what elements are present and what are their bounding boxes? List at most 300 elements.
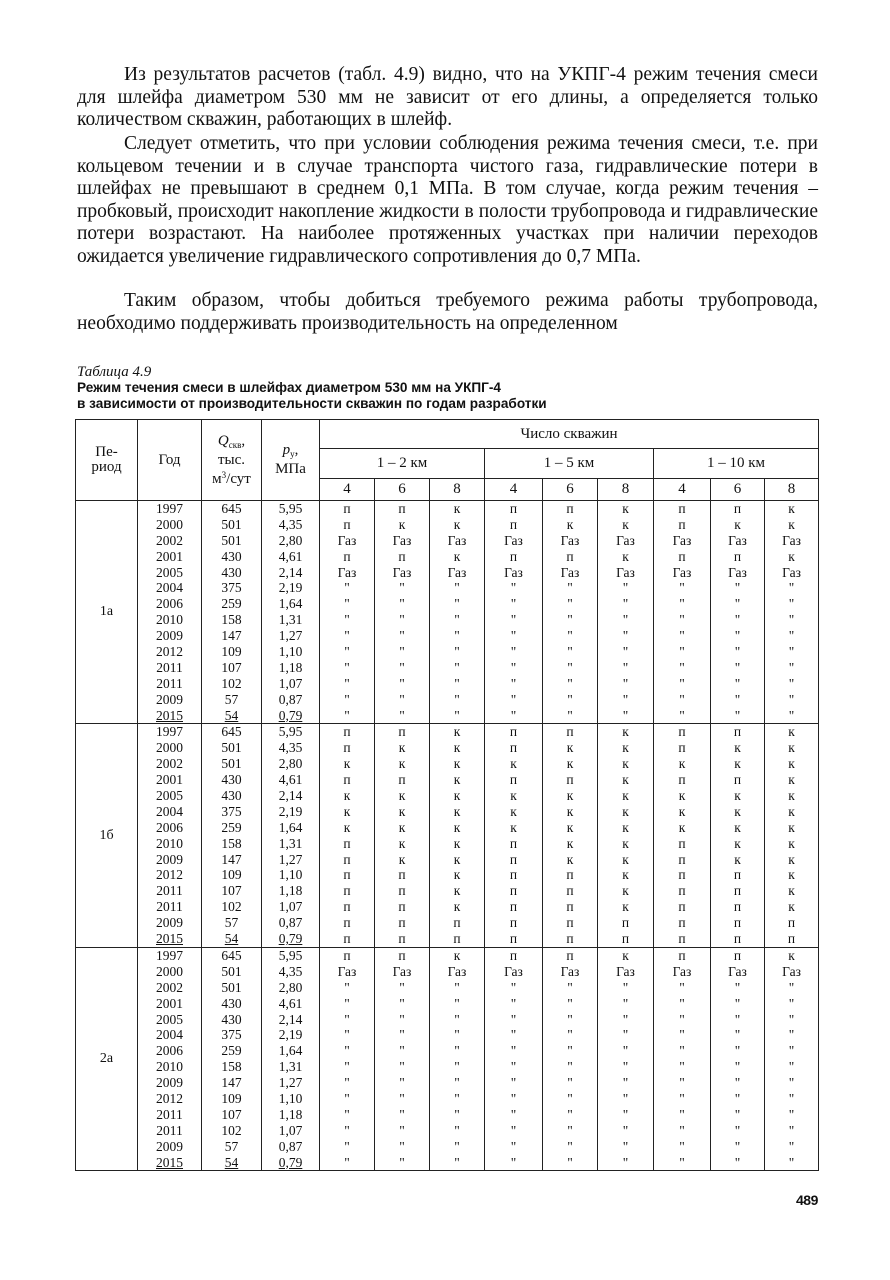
- flow-mode-value: к: [398, 516, 406, 532]
- header-wells-4: 4: [320, 479, 375, 501]
- mode-column: [543, 947, 598, 1170]
- flow-mode-value: ": [344, 1027, 350, 1043]
- year-column-value: 2004: [156, 1027, 183, 1043]
- p-column-value: 1,27: [278, 851, 303, 867]
- flow-mode-value: п: [678, 772, 686, 788]
- flow-mode-value: ": [734, 1154, 741, 1170]
- flow-mode-value: ": [344, 1154, 350, 1170]
- flow-mode-value: к: [788, 883, 795, 899]
- flow-mode-value: к: [453, 724, 461, 740]
- flow-mode-value: к: [622, 724, 629, 740]
- period-cell: 1б: [76, 724, 138, 947]
- p-column-value: 4,35: [278, 740, 303, 756]
- flow-mode-value: п: [398, 883, 406, 899]
- flow-mode-value: к: [453, 899, 461, 915]
- flow-mode-value: к: [510, 803, 517, 819]
- year-column-value: 2012: [156, 867, 183, 883]
- flow-mode-value: ": [622, 1027, 629, 1043]
- flow-mode-value: п: [733, 867, 742, 883]
- flow-mode-value: ": [344, 979, 350, 995]
- year-column-value: 2015: [156, 707, 183, 723]
- p-column-value: 4,61: [278, 548, 303, 564]
- flow-mode-value: ": [454, 1075, 460, 1091]
- table-title-line-1: Режим течения смеси в шлейфах диаметром 530 мм на УКПГ-4: [77, 380, 501, 395]
- header-wells-8: 8: [430, 479, 485, 501]
- header-wells-6: 6: [711, 479, 765, 501]
- flow-mode-value: ": [622, 1122, 629, 1138]
- flow-mode-value: ": [399, 612, 405, 628]
- flow-mode-value: п: [509, 883, 518, 899]
- mode-column: [765, 724, 819, 947]
- flow-mode-value: к: [453, 835, 461, 851]
- p-column-value: 1,07: [278, 899, 303, 915]
- flow-mode-value: Газ: [504, 963, 523, 979]
- flow-mode-value: ": [679, 1138, 685, 1154]
- p-column-value: 5,95: [278, 724, 303, 740]
- flow-mode-value: ": [622, 1138, 629, 1154]
- p-column-value: 1,31: [278, 1059, 303, 1075]
- flow-mode-value: ": [788, 1027, 795, 1043]
- flow-mode-value: Газ: [447, 564, 467, 580]
- flow-mode-value: п: [566, 724, 574, 740]
- flow-mode-value: п: [509, 835, 518, 851]
- flow-mode-value: к: [566, 740, 574, 756]
- q-column-value: 430: [221, 788, 242, 804]
- flow-mode-value: к: [622, 803, 629, 819]
- flow-mode-value: п: [678, 931, 686, 947]
- year-column-value: 2015: [156, 931, 183, 947]
- flow-mode-value: ": [622, 691, 629, 707]
- header-q: $Q_{скв}$, тыс. $м^3$/сут: [202, 420, 262, 501]
- flow-mode-value: п: [678, 899, 686, 915]
- flow-mode-value: к: [622, 883, 629, 899]
- p-column-value: 1,10: [278, 867, 303, 883]
- flow-mode-value: к: [622, 867, 629, 883]
- flow-mode-value: Газ: [504, 564, 523, 580]
- paragraph-3: Таким образом, чтобы добиться требуемого режима работы трубопровода, необходимо поддерживать производительность на определенном: [77, 290, 818, 334]
- flow-mode-value: п: [566, 915, 574, 931]
- q-column-value: 57: [224, 1138, 239, 1154]
- year-column-value: 2015: [156, 1154, 183, 1170]
- flow-mode-value: п: [678, 915, 686, 931]
- flow-mode-value: Газ: [616, 963, 635, 979]
- q-column-value: 259: [221, 596, 242, 612]
- flow-mode-value: ": [399, 596, 405, 612]
- year-column-value: 2005: [156, 788, 183, 804]
- flow-mode-value: к: [398, 788, 406, 804]
- flow-mode-value: ": [344, 644, 350, 660]
- q-column-value: 102: [221, 899, 242, 915]
- flow-mode-value: ": [788, 1106, 795, 1122]
- flow-mode-value: к: [788, 516, 795, 532]
- flow-mode-value: ": [622, 1106, 629, 1122]
- flow-mode-value: к: [734, 756, 741, 772]
- flow-mode-value: п: [566, 501, 574, 516]
- flow-mode-value: к: [453, 501, 461, 516]
- flow-mode-value: к: [453, 548, 461, 564]
- flow-mode-value: ": [567, 596, 573, 612]
- flow-mode-value: к: [788, 740, 795, 756]
- mode-column: [765, 501, 819, 724]
- flow-mode-value: ": [344, 1059, 350, 1075]
- table-title: [77, 380, 837, 412]
- flow-mode-value: Газ: [392, 963, 412, 979]
- flow-mode-value: п: [509, 931, 518, 947]
- mode-column: [320, 501, 375, 724]
- flow-mode-value: ": [510, 1154, 517, 1170]
- q-column-value: 54: [224, 707, 239, 723]
- mode-column: [375, 947, 430, 1170]
- year-column-value: 2010: [156, 612, 183, 628]
- flow-mode-value: п: [566, 772, 574, 788]
- flow-mode-value: ": [399, 1138, 405, 1154]
- paragraph-1: Из результатов расчетов (табл. 4.9) видно, что на УКПГ-4 режим течения смеси для шлейфа диаметром 530 мм не зависит от его длины, а определяется только количеством скважин, работающих в шлейф.: [77, 64, 818, 131]
- flow-mode-value: Газ: [504, 532, 523, 548]
- flow-mode-value: ": [454, 995, 460, 1011]
- flow-mode-value: ": [399, 675, 405, 691]
- flow-mode-value: п: [509, 899, 518, 915]
- header-wells-8: 8: [598, 479, 654, 501]
- flow-mode-value: ": [510, 628, 517, 644]
- flow-mode-value: ": [454, 612, 460, 628]
- flow-mode-value: к: [788, 756, 795, 772]
- flow-mode-value: п: [678, 501, 686, 516]
- flow-mode-value: ": [567, 580, 573, 596]
- p-column-value: 2,14: [278, 788, 303, 804]
- flow-mode-value: к: [678, 756, 686, 772]
- p-column-value: 1,64: [278, 819, 303, 835]
- flow-mode-value: к: [398, 803, 406, 819]
- flow-mode-value: ": [567, 628, 573, 644]
- flow-mode-value: к: [734, 516, 741, 532]
- header-period: Пе- риод: [76, 420, 138, 501]
- year-column-value: 2012: [156, 1090, 183, 1106]
- flow-mode-value: к: [788, 501, 795, 516]
- flow-mode-value: Газ: [782, 532, 801, 548]
- mode-column: [320, 724, 375, 947]
- flow-mode-value: ": [734, 1011, 741, 1027]
- flow-mode-value: к: [453, 819, 461, 835]
- flow-mode-value: ": [510, 1138, 517, 1154]
- flow-mode-value: ": [788, 1154, 795, 1170]
- flow-mode-value: п: [509, 516, 518, 532]
- q-column-value: 54: [224, 1154, 239, 1170]
- flow-mode-value: ": [567, 1075, 573, 1091]
- flow-mode-value: ": [344, 707, 350, 723]
- flow-mode-value: ": [510, 1075, 517, 1091]
- q-column-value: 109: [221, 644, 242, 660]
- p-column-value: 2,80: [278, 532, 303, 548]
- year-column-value: 2001: [156, 995, 183, 1011]
- p-column-value: 1,10: [278, 644, 303, 660]
- q-column-value: 645: [221, 947, 242, 963]
- mode-column: [430, 947, 485, 1170]
- flow-mode-value: п: [509, 915, 518, 931]
- flow-mode-value: ": [622, 707, 629, 723]
- flow-mode-value: ": [622, 644, 629, 660]
- flow-mode-value: ": [734, 659, 741, 675]
- flow-mode-value: п: [509, 724, 518, 740]
- flow-mode-value: ": [622, 1090, 629, 1106]
- flow-mode-value: ": [454, 1106, 460, 1122]
- flow-mode-value: ": [344, 1011, 350, 1027]
- p-column-value: 0,87: [278, 1138, 303, 1154]
- flow-mode-value: п: [343, 772, 351, 788]
- q-column-value: 501: [221, 963, 242, 979]
- flow-mode-value: п: [678, 548, 686, 564]
- mode-column: [485, 501, 543, 724]
- flow-mode-value: ": [399, 1027, 405, 1043]
- flow-mode-value: п: [733, 883, 742, 899]
- year-column-value: 2005: [156, 1011, 183, 1027]
- flow-mode-value: ": [399, 1043, 405, 1059]
- flow-mode-value: к: [453, 803, 461, 819]
- year-column-value: 2010: [156, 835, 183, 851]
- flow-mode-value: ": [788, 596, 795, 612]
- flow-mode-value: ": [399, 580, 405, 596]
- flow-mode-value: ": [510, 1043, 517, 1059]
- q-column-value: 158: [221, 612, 242, 628]
- q-column-value: 102: [221, 675, 242, 691]
- flow-mode-value: к: [788, 947, 795, 963]
- q-column-value: 259: [221, 1043, 242, 1059]
- year-column-value: 2002: [156, 756, 183, 772]
- p-column-value: 1,18: [278, 883, 303, 899]
- flow-mode-value: ": [454, 1138, 460, 1154]
- mode-column: [543, 501, 598, 724]
- year-column: [138, 947, 202, 1170]
- flow-mode-value: к: [343, 803, 351, 819]
- flow-mode-value: ": [622, 1011, 629, 1027]
- flow-mode-value: ": [344, 1090, 350, 1106]
- p-column-value: 4,61: [278, 772, 303, 788]
- flow-mode-value: к: [510, 756, 517, 772]
- flow-mode-value: п: [678, 883, 686, 899]
- flow-mode-value: ": [788, 995, 795, 1011]
- flow-mode-value: п: [343, 835, 351, 851]
- flow-mode-value: Газ: [337, 564, 357, 580]
- flow-mode-value: ": [788, 580, 795, 596]
- q-column: [202, 724, 262, 947]
- flow-mode-value: ": [622, 1043, 629, 1059]
- period-block-row: [76, 947, 819, 1170]
- flow-mode-value: к: [453, 867, 461, 883]
- flow-mode-value: ": [510, 707, 517, 723]
- flow-mode-value: Газ: [616, 532, 635, 548]
- flow-mode-value: к: [453, 740, 461, 756]
- flow-mode-value: п: [678, 740, 686, 756]
- flow-mode-value: п: [621, 915, 630, 931]
- flow-mode-value: к: [398, 740, 406, 756]
- p-column-value: 0,79: [278, 707, 303, 723]
- q-column-value: 501: [221, 740, 242, 756]
- flow-mode-value: ": [510, 675, 517, 691]
- q-column-value: 501: [221, 516, 242, 532]
- flow-mode-value: ": [788, 644, 795, 660]
- flow-mode-value: к: [622, 772, 629, 788]
- flow-mode-value: ": [344, 1106, 350, 1122]
- q-column-value: 430: [221, 1011, 242, 1027]
- flow-mode-value: ": [679, 1059, 685, 1075]
- q-column-value: 54: [224, 931, 239, 947]
- flow-mode-value: Газ: [447, 532, 467, 548]
- year-column-value: 2004: [156, 803, 183, 819]
- flow-mode-value: п: [398, 867, 406, 883]
- flow-mode-value: к: [678, 819, 686, 835]
- p-column-value: 1,31: [278, 835, 303, 851]
- flow-mode-value: ": [344, 1122, 350, 1138]
- flow-mode-value: ": [510, 995, 517, 1011]
- flow-mode-value: ": [510, 1059, 517, 1075]
- flow-mode-value: к: [788, 788, 795, 804]
- year-column-value: 2004: [156, 580, 183, 596]
- flow-mode-value: ": [567, 1122, 573, 1138]
- flow-mode-value: к: [453, 516, 461, 532]
- q-column-value: 501: [221, 532, 242, 548]
- flow-mode-value: Газ: [672, 963, 692, 979]
- flow-mode-value: ": [734, 675, 741, 691]
- flow-mode-value: ": [510, 691, 517, 707]
- year-column-value: 2009: [156, 851, 183, 867]
- flow-mode-value: п: [566, 867, 574, 883]
- header-wells-6: 6: [375, 479, 430, 501]
- flow-mode-value: к: [622, 788, 629, 804]
- flow-mode-value: ": [679, 675, 685, 691]
- mode-column: [654, 501, 711, 724]
- flow-mode-value: к: [734, 740, 741, 756]
- p-column-value: 1,10: [278, 1090, 303, 1106]
- flow-mode-value: ": [567, 1138, 573, 1154]
- flow-mode-value: ": [567, 612, 573, 628]
- flow-mode-value: п: [343, 740, 351, 756]
- flow-mode-value: п: [398, 772, 406, 788]
- flow-mode-value: к: [788, 803, 795, 819]
- flow-mode-value: ": [454, 1027, 460, 1043]
- flow-mode-value: к: [622, 819, 629, 835]
- flow-mode-value: ": [567, 675, 573, 691]
- flow-regime-table: [75, 419, 819, 1171]
- flow-mode-value: п: [398, 915, 406, 931]
- flow-mode-value: п: [733, 501, 742, 516]
- q-column-value: 109: [221, 867, 242, 883]
- mode-column: [485, 947, 543, 1170]
- flow-mode-value: п: [566, 883, 574, 899]
- year-column-value: 2011: [156, 1106, 183, 1122]
- flow-mode-value: к: [788, 867, 795, 883]
- q-column-value: 107: [221, 659, 242, 675]
- flow-mode-value: ": [399, 1154, 405, 1170]
- flow-mode-value: ": [679, 628, 685, 644]
- p-column-value: 0,79: [278, 931, 303, 947]
- flow-mode-value: ": [734, 596, 741, 612]
- year-column-value: 2002: [156, 532, 183, 548]
- flow-mode-value: ": [788, 1011, 795, 1027]
- flow-mode-value: Газ: [560, 532, 580, 548]
- flow-mode-value: ": [399, 1106, 405, 1122]
- flow-mode-value: ": [344, 1043, 350, 1059]
- flow-mode-value: к: [622, 548, 629, 564]
- flow-mode-value: п: [509, 867, 518, 883]
- page-number: 489: [796, 1192, 818, 1208]
- flow-mode-value: п: [678, 835, 686, 851]
- flow-mode-value: ": [679, 979, 685, 995]
- flow-mode-value: ": [567, 1154, 573, 1170]
- mode-column: [430, 501, 485, 724]
- flow-mode-value: ": [510, 580, 517, 596]
- header-wells-6: 6: [543, 479, 598, 501]
- q-column-value: 501: [221, 756, 242, 772]
- flow-mode-value: ": [734, 1027, 741, 1043]
- q-column-value: 107: [221, 883, 242, 899]
- flow-mode-value: ": [399, 691, 405, 707]
- year-column-value: 2006: [156, 596, 183, 612]
- flow-mode-value: п: [787, 915, 796, 931]
- period-cell: 2а: [76, 947, 138, 1170]
- q-column-value: 501: [221, 979, 242, 995]
- table-header: [76, 420, 819, 501]
- flow-mode-value: Газ: [728, 963, 747, 979]
- mode-column: [654, 947, 711, 1170]
- year-column: [138, 501, 202, 724]
- flow-mode-value: к: [453, 947, 461, 963]
- flow-mode-value: ": [454, 1122, 460, 1138]
- mode-column: [543, 724, 598, 947]
- flow-mode-value: п: [678, 516, 686, 532]
- flow-mode-value: ": [510, 644, 517, 660]
- p-column-value: 1,18: [278, 1106, 303, 1122]
- year-column-value: 1997: [156, 501, 183, 516]
- flow-mode-value: ": [454, 1090, 460, 1106]
- p-column: [262, 724, 320, 947]
- flow-mode-value: ": [734, 1090, 741, 1106]
- flow-mode-value: ": [344, 612, 350, 628]
- flow-mode-value: п: [398, 947, 406, 963]
- flow-mode-value: ": [788, 1138, 795, 1154]
- flow-mode-value: ": [734, 1106, 741, 1122]
- flow-mode-value: ": [734, 628, 741, 644]
- flow-mode-value: п: [733, 931, 742, 947]
- q-column-value: 158: [221, 835, 242, 851]
- flow-mode-value: ": [734, 612, 741, 628]
- year-column-value: 2009: [156, 1138, 183, 1154]
- mode-column: [711, 501, 765, 724]
- flow-mode-value: ": [510, 659, 517, 675]
- flow-mode-value: к: [734, 788, 741, 804]
- q-column-value: 102: [221, 1122, 242, 1138]
- flow-mode-value: ": [679, 1043, 685, 1059]
- flow-mode-value: ": [454, 1154, 460, 1170]
- flow-mode-value: ": [734, 1075, 741, 1091]
- flow-mode-value: ": [679, 644, 685, 660]
- flow-mode-value: ": [567, 1059, 573, 1075]
- flow-mode-value: Газ: [672, 532, 692, 548]
- flow-mode-value: к: [453, 772, 461, 788]
- flow-mode-value: п: [566, 947, 574, 963]
- flow-mode-value: ": [788, 675, 795, 691]
- flow-mode-value: ": [399, 1011, 405, 1027]
- flow-mode-value: ": [679, 691, 685, 707]
- flow-mode-value: ": [734, 707, 741, 723]
- year-column-value: 2009: [156, 1075, 183, 1091]
- flow-mode-value: Газ: [782, 963, 801, 979]
- flow-mode-value: к: [788, 819, 795, 835]
- flow-mode-value: ": [679, 1106, 685, 1122]
- q-column: [202, 501, 262, 724]
- flow-mode-value: к: [566, 516, 574, 532]
- flow-mode-value: к: [622, 740, 629, 756]
- year-column-value: 2000: [156, 740, 183, 756]
- flow-mode-value: п: [343, 931, 351, 947]
